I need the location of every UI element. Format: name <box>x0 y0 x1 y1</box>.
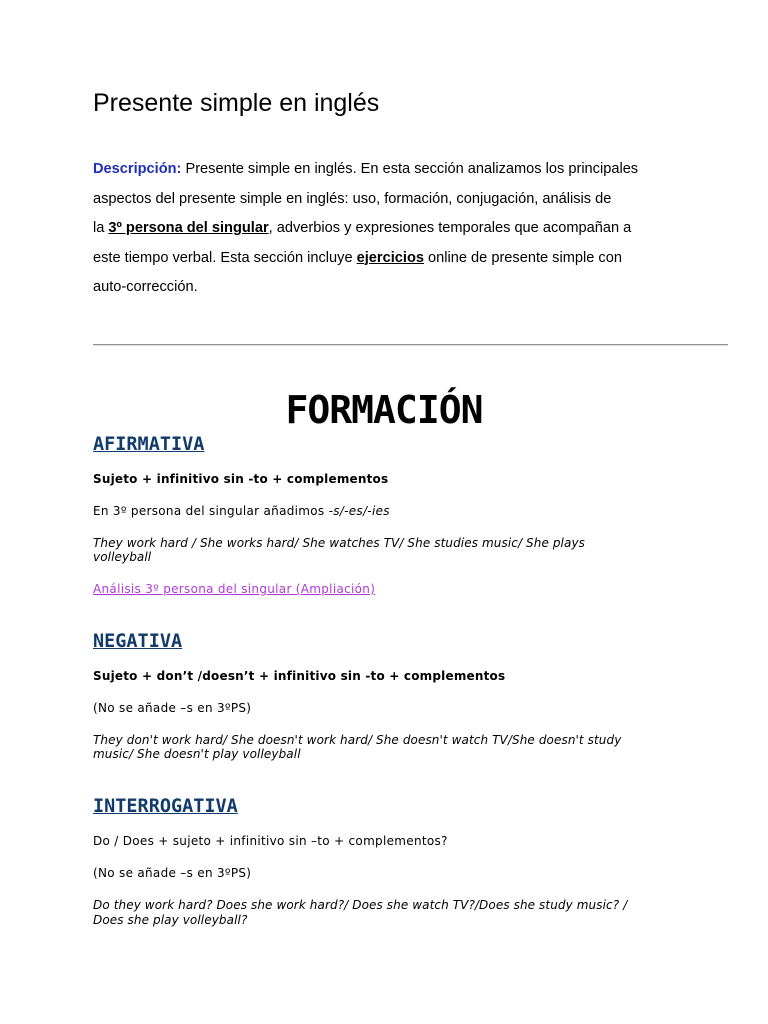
description-text-4a: este tiempo verbal. Esta sección incluye <box>93 249 357 266</box>
negativa-example-line-2: music/ She doesn't play volleyball <box>93 747 301 761</box>
description-label: Descripción: <box>93 161 182 177</box>
interrogativa-example-line-2: Does she play volleyball? <box>93 913 248 927</box>
afirmativa-heading: AFIRMATIVA <box>93 434 205 455</box>
description-line-4 <box>93 244 693 274</box>
afirmativa-note <box>93 504 390 519</box>
description-text-3b: , adverbios y expresiones temporales que acompañan a <box>268 220 632 236</box>
afirmativa-formula: Sujeto + infinitivo sin -to + complementos <box>93 472 389 486</box>
description-line-3 <box>93 214 693 244</box>
interrogativa-heading: INTERROGATIVA <box>93 796 238 817</box>
negativa-note: (No se añade –s en 3ºPS) <box>93 701 252 715</box>
horizontal-divider <box>93 344 728 346</box>
afirmativa-example-line-2: volleyball <box>93 550 152 564</box>
description-text-4b: online de presente simple con <box>423 249 622 266</box>
afirmativa-example-line-1: They work hard / She works hard/ She watches TV/ She studies music/ She plays <box>93 536 586 550</box>
description-line-1 <box>93 155 693 185</box>
exercises-link[interactable]: ejercicios <box>356 249 424 266</box>
description-line-2: aspectos del presente simple en inglés: uso, formación, conjugación, análisis de <box>93 190 612 207</box>
description-text-1: Presente simple en inglés. En esta sección analizamos los principales <box>181 161 639 177</box>
page-title: Presente simple en inglés <box>93 89 380 117</box>
description-line-5: auto-corrección. <box>93 279 198 295</box>
interrogativa-example-line-1: Do they work hard? Does she work hard?/ Does she watch TV?/Does she study music? / <box>93 898 628 912</box>
negativa-example-line-1: They don't work hard/ She doesn't work hard/ She doesn't watch TV/She doesn't study <box>93 733 622 747</box>
description-text-3a: la <box>93 220 109 236</box>
negativa-formula: Sujeto + don’t /doesn’t + infinitivo sin -to + complementos <box>93 669 506 683</box>
third-person-link[interactable]: 3º persona del singular <box>108 220 269 236</box>
afirmativa-note-text: En 3º persona del singular añadimos <box>93 504 329 518</box>
third-person-analysis-link[interactable]: Análisis 3º persona del singular (Ampliación) <box>93 582 376 596</box>
interrogativa-formula: Do / Does + sujeto + infinitivo sin –to + complementos? <box>93 834 448 848</box>
description-paragraph <box>93 155 693 303</box>
main-heading: FORMACIÓN <box>285 388 483 432</box>
negativa-heading: NEGATIVA <box>93 631 183 652</box>
afirmativa-note-suffix: -s/-es/-ies <box>328 504 390 518</box>
interrogativa-note: (No se añade –s en 3ºPS) <box>93 866 252 880</box>
